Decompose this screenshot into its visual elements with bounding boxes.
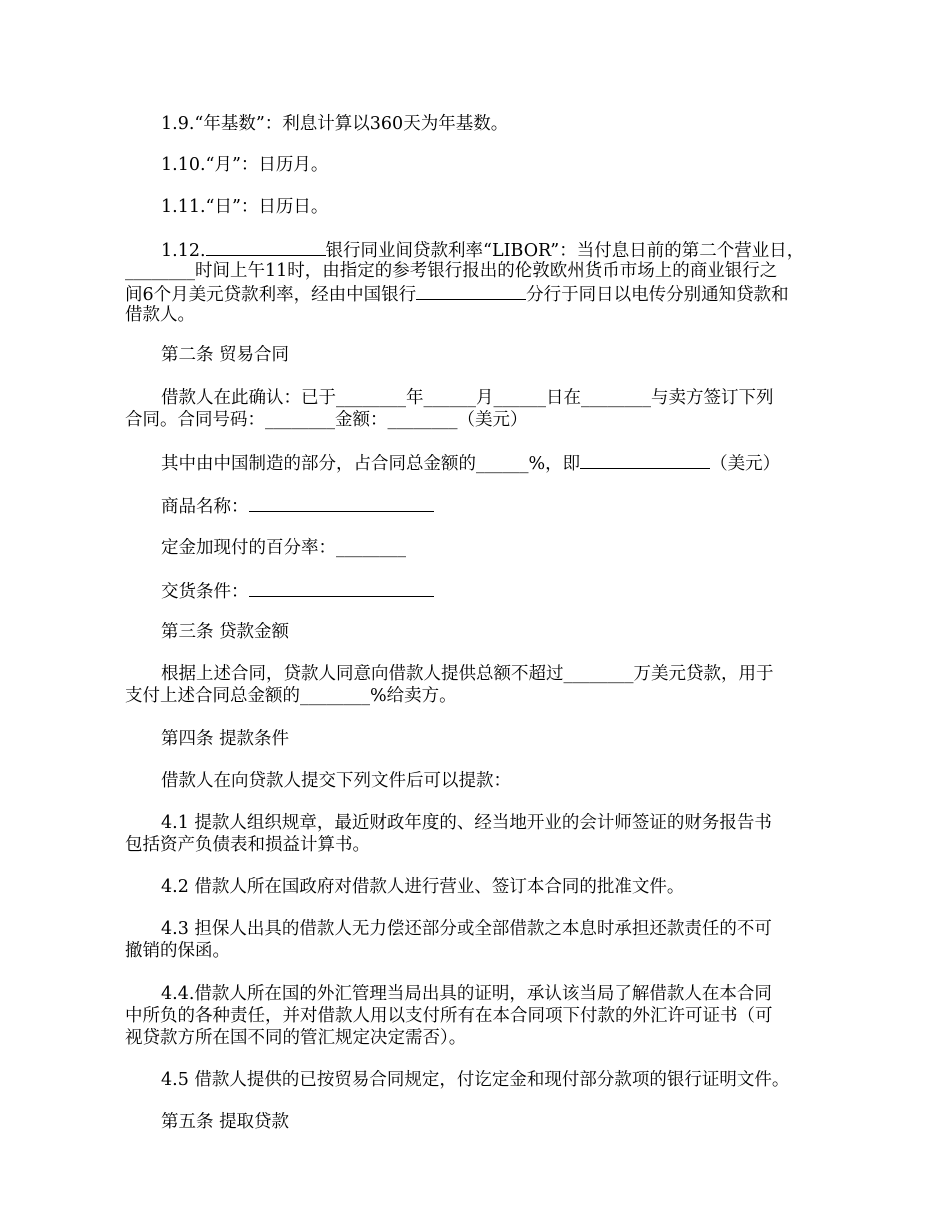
blank-underline	[416, 282, 526, 300]
clause-4-4: 4.4.借款人所在国的外汇管理当局出具的证明，承认该当局了解借款人在本合同 中所负的各种责任，并对借款人用以支付所有在本合同项下付款的外汇许可证书（可 视贷款方所在国不同的管汇规定决定需否）。	[125, 984, 773, 1048]
article-2-heading: 第二条 贸易合同	[161, 345, 290, 365]
deposit-percentage-line: 定金加现付的百分率：________	[161, 538, 406, 558]
clause-4-5: 4.5 借款人提供的已按贸易合同规定，付讫定金和现付部分款项的银行证明文件。	[161, 1070, 790, 1090]
goods-name-line: 商品名称：	[125, 494, 825, 516]
article-2-paragraph-2	[125, 451, 825, 473]
blank-underline	[580, 451, 710, 469]
article-3-heading: 第三条 贷款金额	[161, 622, 290, 642]
delivery-terms-line: 交货条件：	[125, 579, 825, 601]
clause-4-2: 4.2 借款人所在国政府对借款人进行营业、签订本合同的批准文件。	[161, 877, 685, 897]
article-5-heading: 第五条 提取贷款	[161, 1112, 290, 1132]
clause-4-3: 4.3 担保人出具的借款人无力偿还部分或全部借款之本息时承担还款责任的不可 撤销的保函。	[125, 919, 772, 961]
manufactured-portion-line: 其中由中国制造的部分，占合同总金额的______%，即 （美元）	[125, 451, 825, 473]
clause-1-12-line-1: 1.12. 银行同业间贷款利率“LIBOR”：当付息日前的第二个营业日，	[125, 238, 825, 260]
clause-4-1: 4.1 提款人组织规章，最近财政年度的、经当地开业的会计师签证的财务报告书 包括资产负债表和损益计算书。	[125, 813, 772, 855]
article-2-paragraph-1: 借款人在此确认：已于________年______月______日在________与卖方签订下列 合同。合同号码：________金额：________（美元）	[125, 388, 774, 430]
clause-1-12-line-3: 间6个月美元贷款利率，经由中国银行 分行于同日以电传分别通知贷款和	[125, 282, 825, 304]
blank-underline	[249, 494, 434, 512]
article-4-intro: 借款人在向贷款人提交下列文件后可以提款：	[161, 771, 511, 791]
clause-1-12: 1.12. 银行同业间贷款利率“LIBOR”：当付息日前的第二个营业日， ________时间上午11时，由指定的参考银行报出的伦敦欧州货币市场上的商业银行之 间6个月美元贷款利率，经由中国银行 分行于同日以电传分别通知贷款和 借款人。	[125, 238, 825, 326]
article-4-heading: 第四条 提款条件	[161, 729, 290, 749]
blank-underline	[249, 579, 434, 597]
clause-1-10: 1.10.“月”：日历月。	[161, 155, 329, 175]
clause-1-9: 1.9.“年基数”：利息计算以360天为年基数。	[161, 114, 509, 134]
blank-underline	[206, 238, 326, 256]
clause-1-11: 1.11.“日”：日历日。	[161, 197, 329, 217]
article-3-paragraph: 根据上述合同，贷款人同意向借款人提供总额不超过________万美元贷款，用于 支付上述合同总金额的________%给卖方。	[125, 664, 774, 706]
